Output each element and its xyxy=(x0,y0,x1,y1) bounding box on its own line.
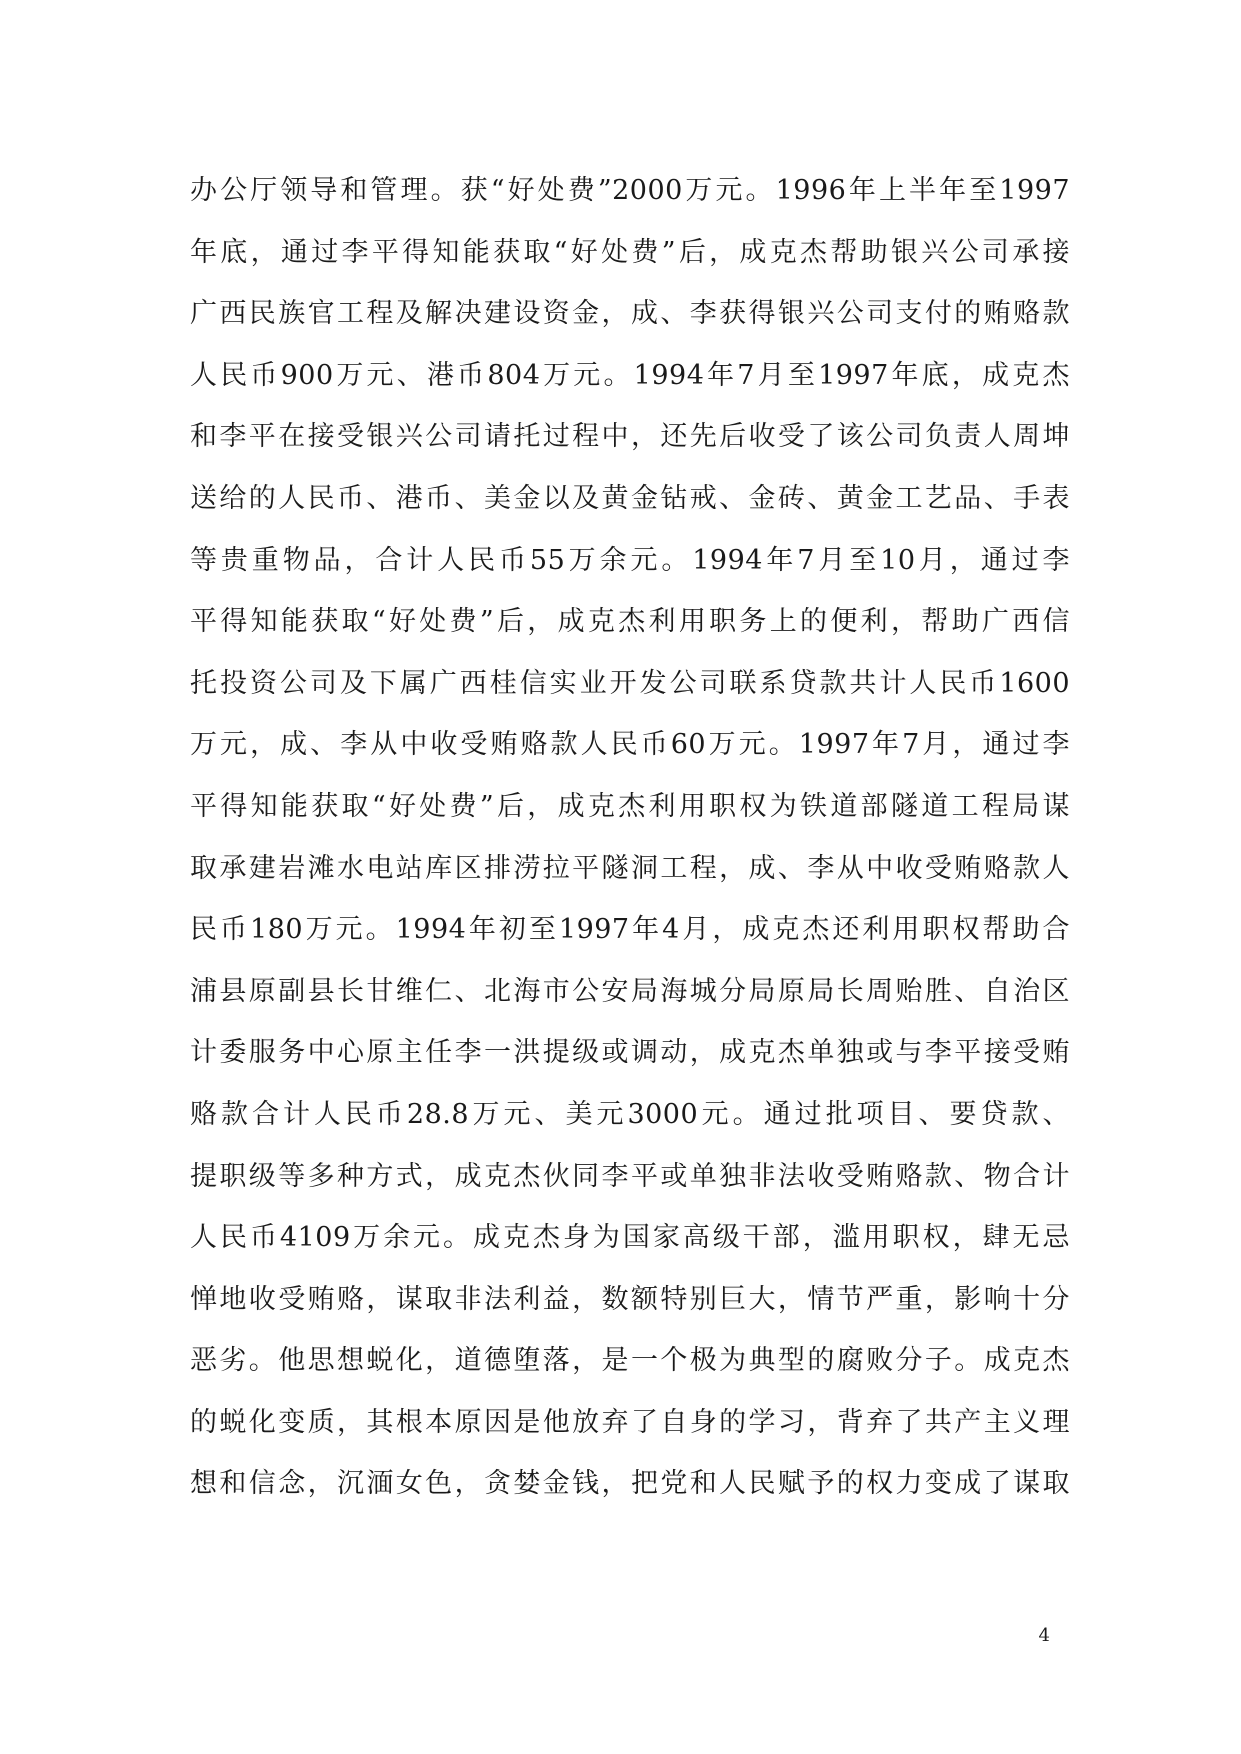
text-line: 取承建岩滩水电站库区排涝拉平隧洞工程，成、李从中收受贿赂款人 xyxy=(190,852,1070,884)
text-line: 赂款合计人民币28.8万元、美元3000元。通过批项目、要贷款、 xyxy=(190,1098,1070,1130)
text-line: 平得知能获取“好处费”后，成克杰利用职权为铁道部隧道工程局谋 xyxy=(190,790,1070,822)
text-line: 广西民族官工程及解决建设资金，成、李获得银兴公司支付的贿赂款 xyxy=(190,298,1070,330)
text-line: 送给的人民币、港币、美金以及黄金钻戒、金砖、黄金工艺品、手表 xyxy=(190,482,1070,514)
text-line: 的蜕化变质，其根本原因是他放弃了自身的学习，背弃了共产主义理 xyxy=(190,1406,1070,1438)
text-line: 等贵重物品，合计人民币55万余元。1994年7月至10月，通过李 xyxy=(190,544,1070,576)
text-line: 年底，通过李平得知能获取“好处费”后，成克杰帮助银兴公司承接 xyxy=(190,236,1070,268)
page-number: 4 xyxy=(1038,1625,1050,1646)
body-text xyxy=(190,160,1070,1515)
text-line: 托投资公司及下属广西桂信实业开发公司联系贷款共计人民币1600 xyxy=(190,667,1070,699)
text-line: 恶劣。他思想蜕化，道德堕落，是一个极为典型的腐败分子。成克杰 xyxy=(190,1345,1070,1377)
text-line: 和李平在接受银兴公司请托过程中，还先后收受了该公司负责人周坤 xyxy=(190,421,1070,453)
text-line: 人民币4109万余元。成克杰身为国家高级干部，滥用职权，肆无忌 xyxy=(190,1222,1070,1254)
text-line: 想和信念，沉湎女色，贪婪金钱，把党和人民赋予的权力变成了谋取 xyxy=(190,1468,1070,1500)
text-line: 浦县原副县长甘维仁、北海市公安局海城分局原局长周贻胜、自治区 xyxy=(190,975,1070,1007)
text-line: 办公厅领导和管理。获“好处费”2000万元。1996年上半年至1997 xyxy=(190,175,1070,206)
text-line: 万元，成、李从中收受贿赂款人民币60万元。1997年7月，通过李 xyxy=(190,729,1070,761)
text-line: 计委服务中心原主任李一洪提级或调动，成克杰单独或与李平接受贿 xyxy=(190,1037,1070,1069)
text-line: 人民币900万元、港币804万元。1994年7月至1997年底，成克杰 xyxy=(190,359,1070,391)
text-line: 平得知能获取“好处费”后，成克杰利用职务上的便利，帮助广西信 xyxy=(190,606,1070,638)
text-line: 提职级等多种方式，成克杰伙同李平或单独非法收受贿赂款、物合计 xyxy=(190,1160,1070,1192)
text-line: 惮地收受贿赂，谋取非法利益，数额特别巨大，情节严重，影响十分 xyxy=(190,1283,1070,1315)
text-line: 民币180万元。1994年初至1997年4月，成克杰还利用职权帮助合 xyxy=(190,914,1070,946)
